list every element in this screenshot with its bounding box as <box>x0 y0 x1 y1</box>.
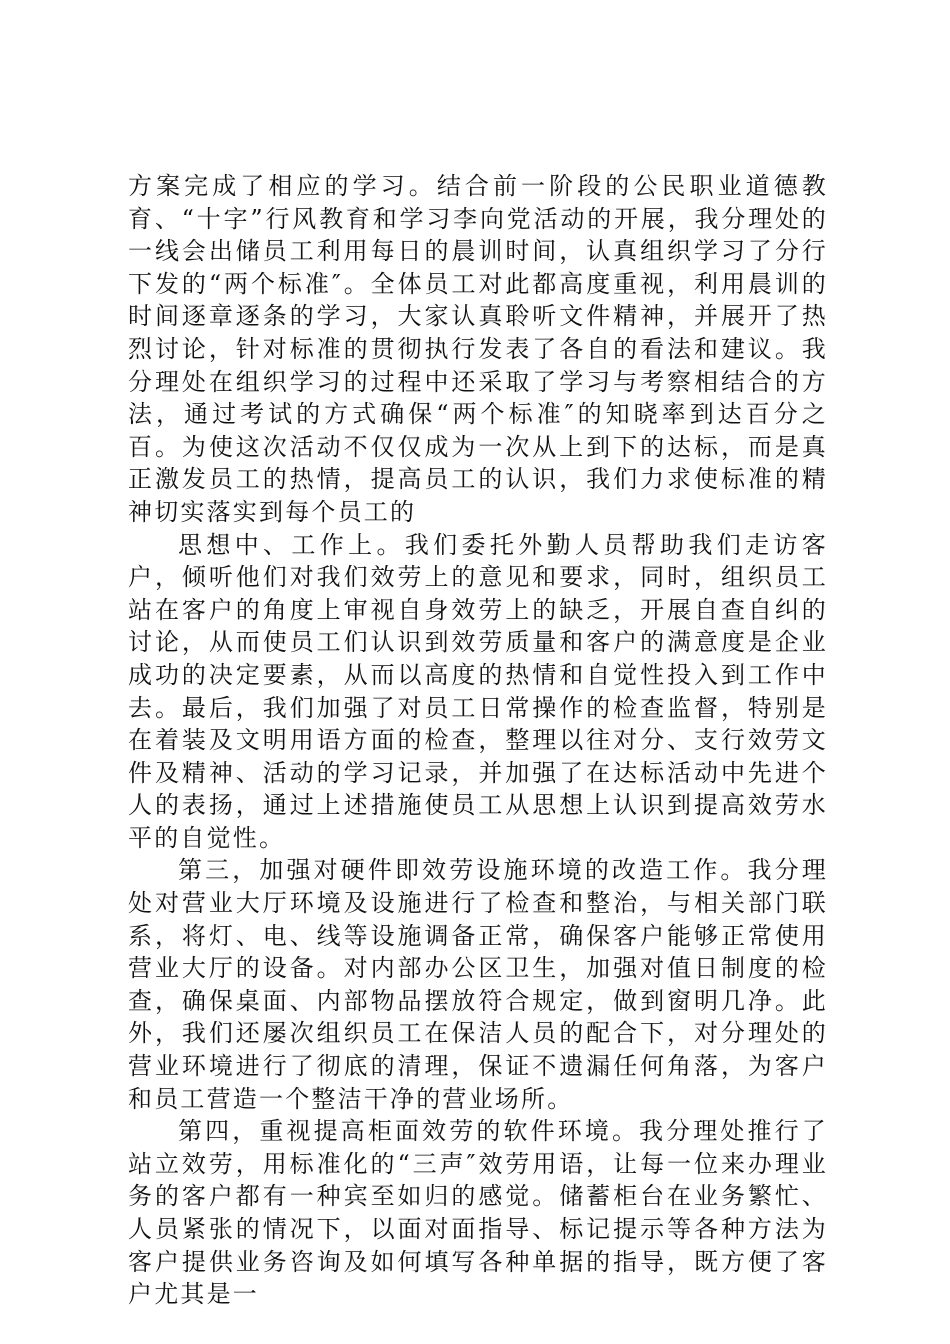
paragraph-1: 方案完成了相应的学习。结合前一阶段的公民职业道德教育、“十字”行风教育和学习李向党活动的开展，我分理处的一线会出储员工利用每日的晨训时间，认真组织学习了分行下发的“两个标准″。全体员工对此都高度重视，利用晨训的时间逐章逐条的学习，大家认真聆听文件精神，并展开了热烈讨论，针对标准的贯彻执行发表了各自的看法和建议。我分理处在组织学习的过程中还采取了学习与考察相结合的方法，通过考试的方式确保“两个标准″的知晓率到达百分之百。为使这次活动不仅仅成为一次从上到下的达标，而是真正激发员工的热情，提高员工的认识，我们力求使标准的精神切实落实到每个员工的 <box>128 172 828 526</box>
paragraph-2: 思想中、工作上。我们委托外勤人员帮助我们走访客户，倾听他们对我们效劳上的意见和要求，同时，组织员工站在客户的角度上审视自身效劳上的缺乏，开展自查自纠的讨论，从而使员工们认识到效劳质量和客户的满意度是企业成功的决定要素，从而以高度的热情和自觉性投入到工作中去。最后，我们加强了对员工日常操作的检查监督，特别是在着装及文明用语方面的检查，整理以往对分、支行效劳文件及精神、活动的学习记录，并加强了在达标活动中先进个人的表扬，通过上述措施使员工从思想上认识到提高效劳水平的自觉性。 <box>128 530 828 852</box>
paragraph-4: 第四，重视提高柜面效劳的软件环境。我分理处推行了站立效劳，用标准化的“三声″效劳用语，让每一位来办理业务的客户都有一种宾至如归的感觉。储蓄柜台在业务繁忙、人员紧张的情况下，以面对面指导、标记提示等各种方法为客户提供业务咨询及如何填写各种单据的指导，既方便了客户尤其是一 <box>128 1117 828 1309</box>
paragraph-3: 第三，加强对硬件即效劳设施环境的改造工作。我分理处对营业大厅环境及设施进行了检查和整治，与相关部门联系，将灯、电、线等设施调备正常，确保客户能够正常使用营业大厅的设备。对内部办公区卫生，加强对值日制度的检查，确保桌面、内部物品摆放符合规定，做到窗明几净。此外，我们还屡次组织员工在保洁人员的配合下，对分理处的营业环境进行了彻底的清理，保证不遗漏任何角落，为客户和员工营造一个整洁干净的营业场所。 <box>128 856 828 1113</box>
body-text <box>128 170 828 1311</box>
